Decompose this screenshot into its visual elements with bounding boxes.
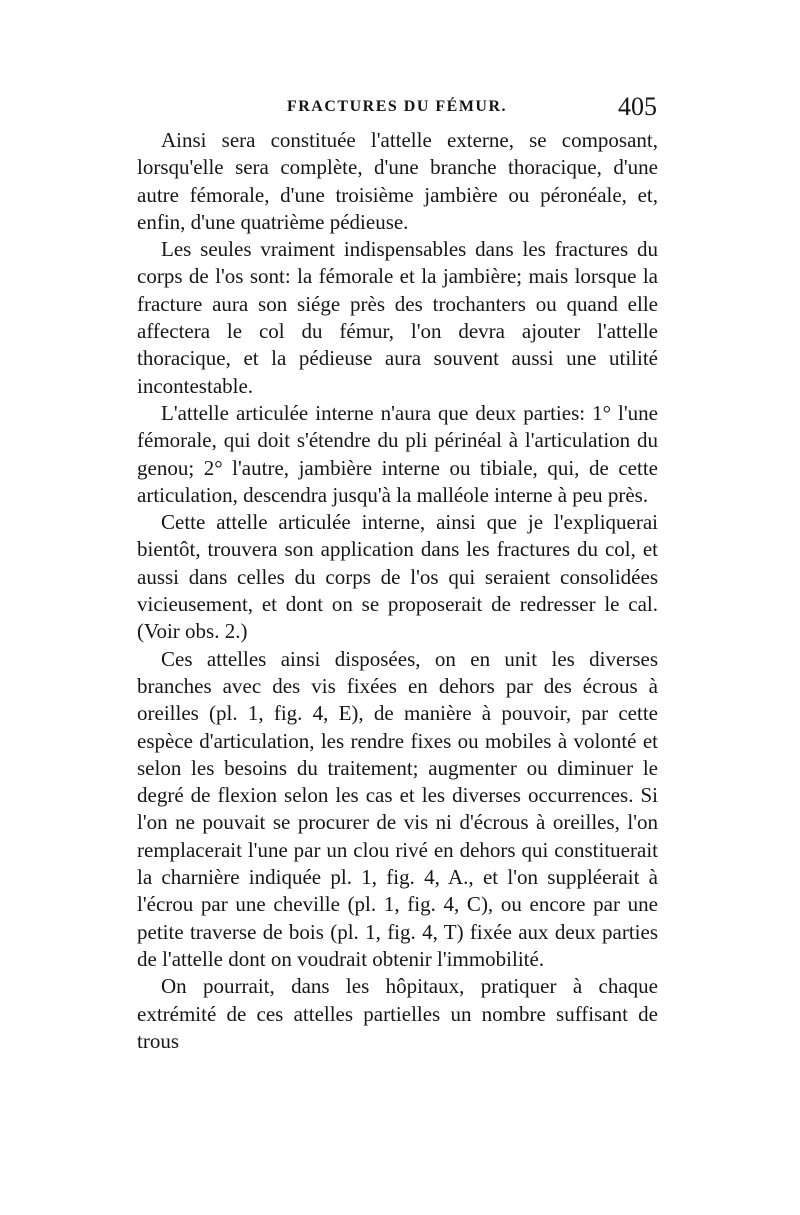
paragraph: Ainsi sera constituée l'attelle externe, se composant, lorsqu'elle sera complète, d'une branche thoracique, d'une autre fémorale, d'une troisième jambière ou péronéale, et, enfin, d'une quatrième pédieuse. (137, 128, 658, 234)
page-number: 405 (618, 92, 657, 121)
body-text (137, 127, 658, 1055)
page-header (137, 92, 657, 126)
running-title: FRACTURES DU FÉMUR. (286, 98, 508, 115)
paragraph: L'attelle articulée interne n'aura que deux parties: 1° l'une fémorale, qui doit s'étendre du pli périnéal à l'articulation du genou; 2° l'autre, jambière interne ou tibiale, qui, de cette articulation, descendra jusqu'à la malléole interne à peu près. (137, 400, 658, 507)
paragraph: Les seules vraiment indispensables dans les fractures du corps de l'os sont: la fémorale et la jambière; mais lorsque la fracture aura son siége près des trochanters ou quand elle affectera le col du fémur, l'on devra ajouter l'attelle thoracique, et la pédieuse aura souvent aussi une utilité incontestable. (137, 237, 658, 398)
paragraph: On pourrait, dans les hôpitaux, pratiquer à chaque extrémité de ces attelles partielles un nombre suffisant de trous (137, 974, 658, 1053)
paragraph: Cette attelle articulée interne, ainsi que je l'expliquerai bientôt, trouvera son application dans les fractures du col, et aussi dans celles du corps de l'os qui seraient consolidées vicieusement, et dont on se proposerait de redresser le cal. (Voir obs. 2.) (137, 510, 658, 644)
paragraph: Ces attelles ainsi disposées, on en unit les diverses branches avec des vis fixées en dehors par des écrous à oreilles (pl. 1, fig. 4, E), de manière à pouvoir, par cette espèce d'articulation, les rendre fixes ou mobiles à volonté et selon les besoins du traitement; augmenter ou diminuer le degré de flexion selon les cas et les diverses occurrences. Si l'on ne pouvait se procurer de vis ni d'écrous à oreilles, l'on remplacerait l'une par un clou rivé en dehors qui constituerait la charnière indiquée pl. 1, fig. 4, A., et l'on suppléerait à l'écrou par une cheville (pl. 1, fig. 4, C), ou encore par une petite traverse de bois (pl. 1, fig. 4, T) fixée aux deux parties de l'attelle dont on voudrait obtenir l'immobilité. (137, 646, 658, 971)
